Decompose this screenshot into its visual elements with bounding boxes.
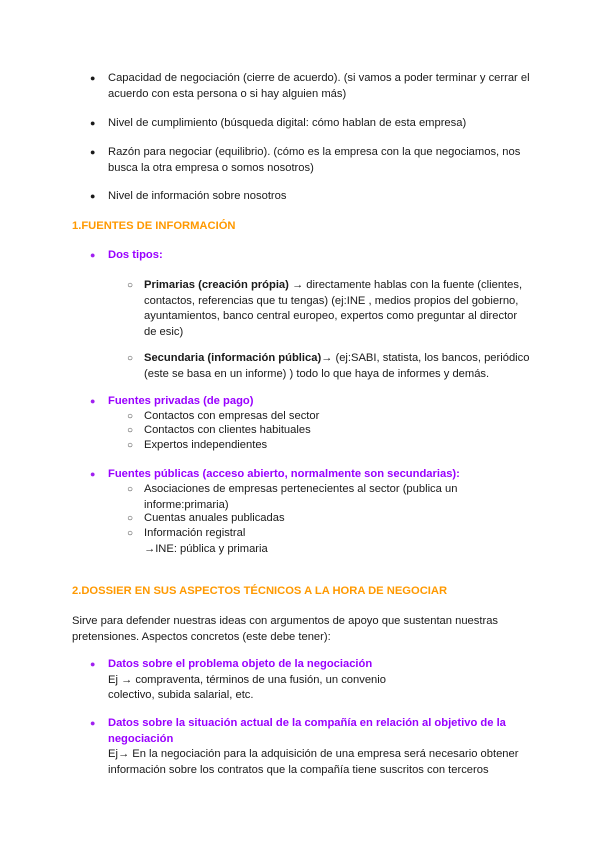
list-item [144,482,457,513]
primarias-label: Primarias (creación própia) [144,279,289,291]
text-span: → (ej:SABI, statista, los bancos, periódico [321,352,530,364]
list-item: Contactos con clientes habituales [144,424,311,436]
bullet-dot: ● [90,147,96,157]
text-line [144,278,554,294]
circle-bullet: ○ [127,513,134,524]
subheading: Fuentes públicas (acceso abierto, normalmente son secundarias): [108,468,460,480]
text-line: contactos, referencias que tu tengas) (ej:INE , medios propios del gobierno, [144,294,519,307]
text-line: Cuentas anuales publicadas [144,512,285,524]
secundaria-label: Secundaria (información pública) [144,352,322,364]
item-title: negociación [108,732,174,745]
bullet-dot: ● [90,73,96,83]
secundaria-block [144,351,564,382]
text-line: acuerdo con esta persona o si hay alguien más) [108,87,347,100]
item-title: Datos sobre la situación actual de la compañía en relación al objetivo de la [108,717,506,729]
bullet-dot: ● [90,250,96,260]
bullet-text [108,145,520,176]
bullet-text [108,71,530,102]
text-line: Nivel de información sobre nosotros [108,190,287,202]
item-title: Datos sobre el problema objeto de la negociación [108,658,373,670]
text-line: pretensiones. Aspectos concretos (este debe tener): [72,630,331,643]
text-line: colectivo, subida salarial, etc. [108,689,254,701]
text-line: Información registral [144,527,246,539]
circle-bullet: ○ [127,528,134,539]
circle-bullet: ○ [127,411,134,422]
dossier-item [108,716,528,778]
section-heading: 2.DOSSIER EN SUS ASPECTOS TÉCNICOS A LA HORA DE NEGOCIAR [72,585,448,597]
text-line [144,351,564,367]
circle-bullet: ○ [127,353,134,364]
list-item [144,511,285,527]
circle-bullet: ○ [127,280,134,291]
bullet-dot: ● [90,469,96,479]
bullet-dot: ● [90,118,96,128]
bullet-text [108,116,466,132]
text-line: Nivel de cumplimiento (búsqueda digital: cómo hablan de esta empresa) [108,117,467,129]
text-line: de esic) [144,325,184,338]
text-line: Asociaciones de empresas pertenecientes al sector (publica un [144,483,458,495]
text-line: Sirve para defender nuestras ideas con argumentos de apoyo que sustentan nuestras [72,615,499,627]
list-item [144,526,268,557]
circle-bullet: ○ [127,425,134,436]
list-item: Expertos independientes [144,439,268,451]
text-line: Capacidad de negociación (cierre de acuerdo). (si vamos a poder terminar y cerrar el [108,72,530,84]
list-item: Contactos con empresas del sector [144,410,320,422]
text-span: → directamente hablas con la fuente (clientes, [291,279,523,291]
text-line: información sobre los contratos que la compañía tiene suscritos con terceros [108,763,489,776]
bullet-dot: ● [90,718,96,728]
primarias-block [144,278,554,340]
circle-bullet: ○ [127,440,134,451]
bullet-text [108,189,286,205]
bullet-dot: ● [90,659,96,669]
text-line: Ej → compraventa, términos de una fusión, un convenio [108,673,386,686]
paragraph [72,614,498,645]
section-heading: 1.FUENTES DE INFORMACIÓN [72,220,236,232]
subheading: Fuentes privadas (de pago) [108,395,254,407]
bullet-dot: ● [90,396,96,406]
bullet-dot: ● [90,191,96,201]
text-line: (este se basa en un informe) ) todo lo que haya de informes y demás. [144,367,490,380]
text-line: →INE: pública y primaria [144,542,268,555]
circle-bullet: ○ [127,484,134,495]
text-line: informe:primaria) [144,498,229,511]
text-line: Razón para negociar (equilibrio). (cómo es la empresa con la que negociamos, nos [108,146,521,158]
dossier-item [108,657,386,704]
text-line: Ej→ En la negociación para la adquisición de una empresa será necesario obtener [108,748,519,760]
text-line: ayuntamientos, banco central europeo, expertos como preguntar al director [144,310,518,322]
subheading: Dos tipos: [108,249,163,261]
text-line: busca la otra empresa o somos nosotros) [108,161,314,174]
